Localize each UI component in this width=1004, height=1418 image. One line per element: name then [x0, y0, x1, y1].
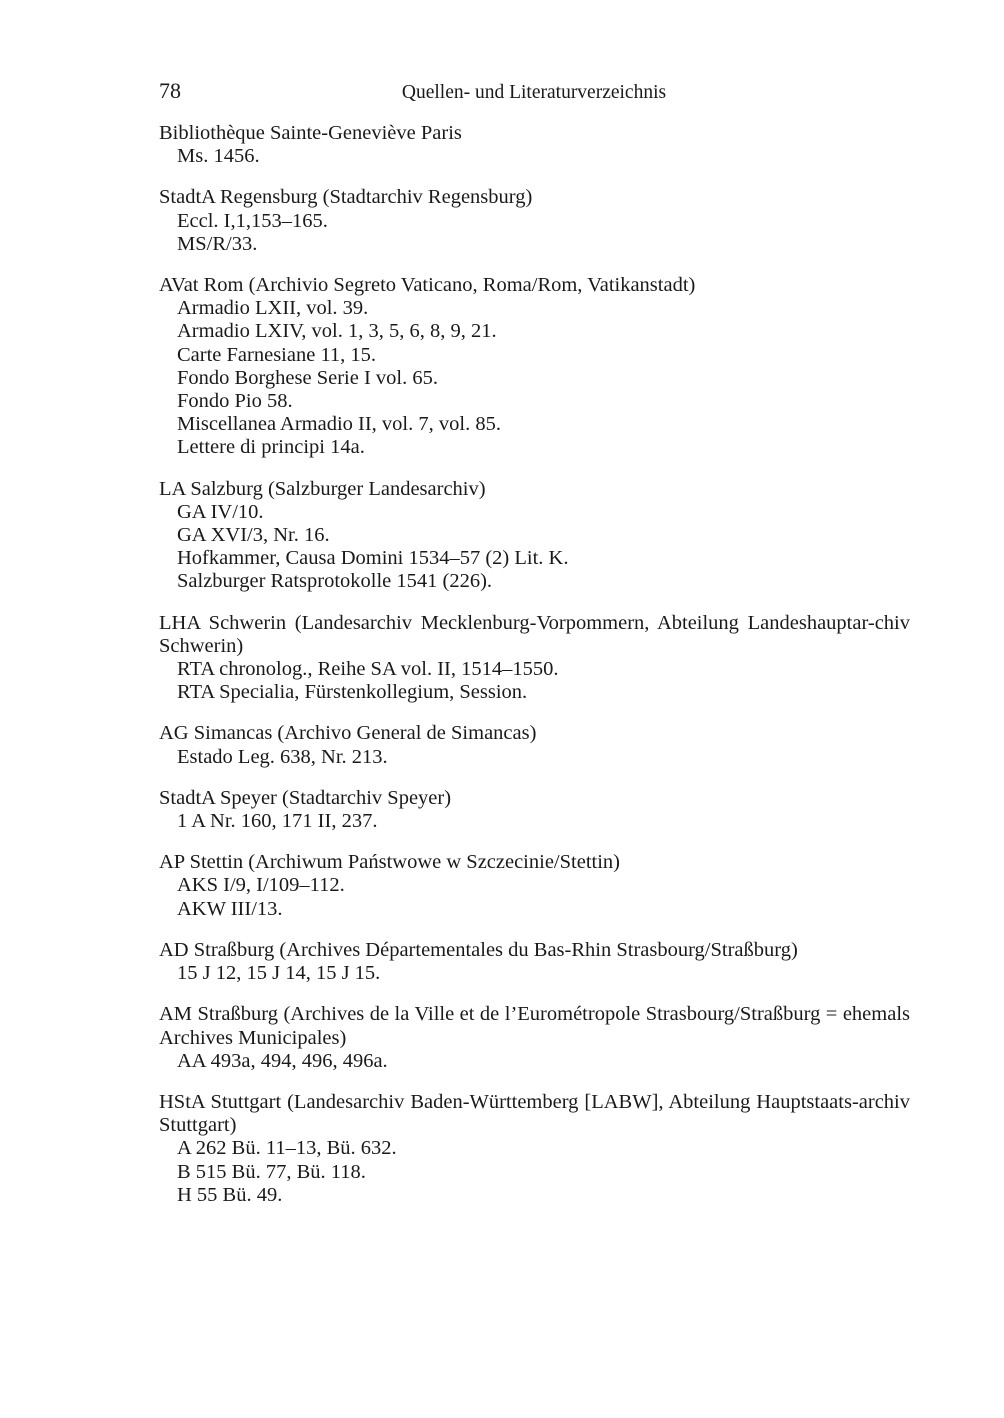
archive-signature: Eccl. I,1,153–165.	[177, 209, 328, 232]
archive-signature: RTA Specialia, Fürstenkollegium, Session.	[177, 681, 528, 704]
archive-name: LA Salzburg (Salzburger Landesarchiv)	[159, 477, 486, 500]
archive-signature: Armadio LXIV, vol. 1, 3, 5, 6, 8, 9, 21.	[177, 320, 497, 343]
archive-signature: H 55 Bü. 49.	[177, 1183, 283, 1206]
archive-signature: AA 493a, 494, 496, 496a.	[177, 1049, 388, 1072]
archive-signature: Ms. 1456.	[177, 145, 260, 168]
archive-signature: A 262 Bü. 11–13, Bü. 632.	[177, 1137, 397, 1160]
archive-name: AM Straßburg (Archives de la Ville et de l’Eurométropole Strasbourg/Straßburg = ehemals Archives Municipales)	[159, 1003, 910, 1049]
archive-signature: Carte Farnesiane 11, 15.	[177, 343, 377, 366]
archive-source-list	[159, 122, 910, 1225]
archive-signature: Salzburger Ratsprotokolle 1541 (226).	[177, 570, 493, 593]
archive-signature: GA XVI/3, Nr. 16.	[177, 524, 330, 547]
archive-signature: B 515 Bü. 77, Bü. 118.	[177, 1160, 366, 1183]
archive-signature: Estado Leg. 638, Nr. 213.	[177, 745, 388, 768]
archive-name: AVat Rom (Archivio Segreto Vaticano, Roma/Rom, Vatikanstadt)	[159, 274, 696, 297]
archive-entry	[159, 478, 910, 594]
running-head: Quellen- und Literaturverzeichnis	[401, 82, 667, 103]
archive-signature: Fondo Pio 58.	[177, 390, 293, 413]
archive-name: HStA Stuttgart (Landesarchiv Baden-Württemberg [LABW], Abteilung Hauptstaats-archiv Stuttgart)	[159, 1090, 910, 1137]
archive-entry	[159, 722, 910, 768]
archive-signature: Lettere di principi 14a.	[177, 436, 365, 459]
archive-signature: 1 A Nr. 160, 171 II, 237.	[177, 810, 378, 833]
archive-entry	[159, 612, 910, 705]
archive-entry	[159, 1091, 910, 1207]
archive-entry	[159, 274, 910, 460]
archive-entry	[159, 186, 910, 256]
archive-signature: GA IV/10.	[177, 500, 264, 523]
archive-entry	[159, 851, 910, 921]
archive-name: AP Stettin (Archiwum Państwowe w Szczecinie/Stettin)	[159, 851, 620, 874]
archive-signature: Hofkammer, Causa Domini 1534–57 (2) Lit. K.	[177, 547, 569, 570]
archive-signature: Fondo Borghese Serie I vol. 65.	[177, 366, 438, 389]
archive-name: LHA Schwerin (Landesarchiv Mecklenburg-Vorpommern, Abteilung Landeshauptar-chiv Schwerin)	[159, 611, 910, 657]
archive-name: AD Straßburg (Archives Départementales du Bas-Rhin Strasbourg/Straßburg)	[159, 938, 798, 961]
archive-signature: Armadio LXII, vol. 39.	[177, 297, 369, 320]
archive-signature: AKW III/13.	[177, 897, 283, 920]
archive-entry	[159, 787, 910, 833]
archive-entry	[159, 122, 910, 168]
archive-signature: Miscellanea Armadio II, vol. 7, vol. 85.	[177, 413, 501, 436]
archive-name: StadtA Speyer (Stadtarchiv Speyer)	[159, 786, 452, 809]
archive-name: StadtA Regensburg (Stadtarchiv Regensburg)	[159, 186, 533, 209]
archive-entry	[159, 939, 910, 985]
archive-signature: MS/R/33.	[177, 232, 258, 255]
page-number: 78	[159, 78, 181, 103]
archive-entry	[159, 1003, 910, 1073]
archive-signature: 15 J 12, 15 J 14, 15 J 15.	[177, 962, 381, 985]
archive-name: Bibliothèque Sainte-Geneviève Paris	[159, 122, 462, 144]
archive-signature: AKS I/9, I/109–112.	[177, 874, 345, 897]
archive-signature: RTA chronolog., Reihe SA vol. II, 1514–1550.	[177, 658, 559, 681]
archive-name: AG Simancas (Archivo General de Simancas)	[159, 722, 537, 745]
